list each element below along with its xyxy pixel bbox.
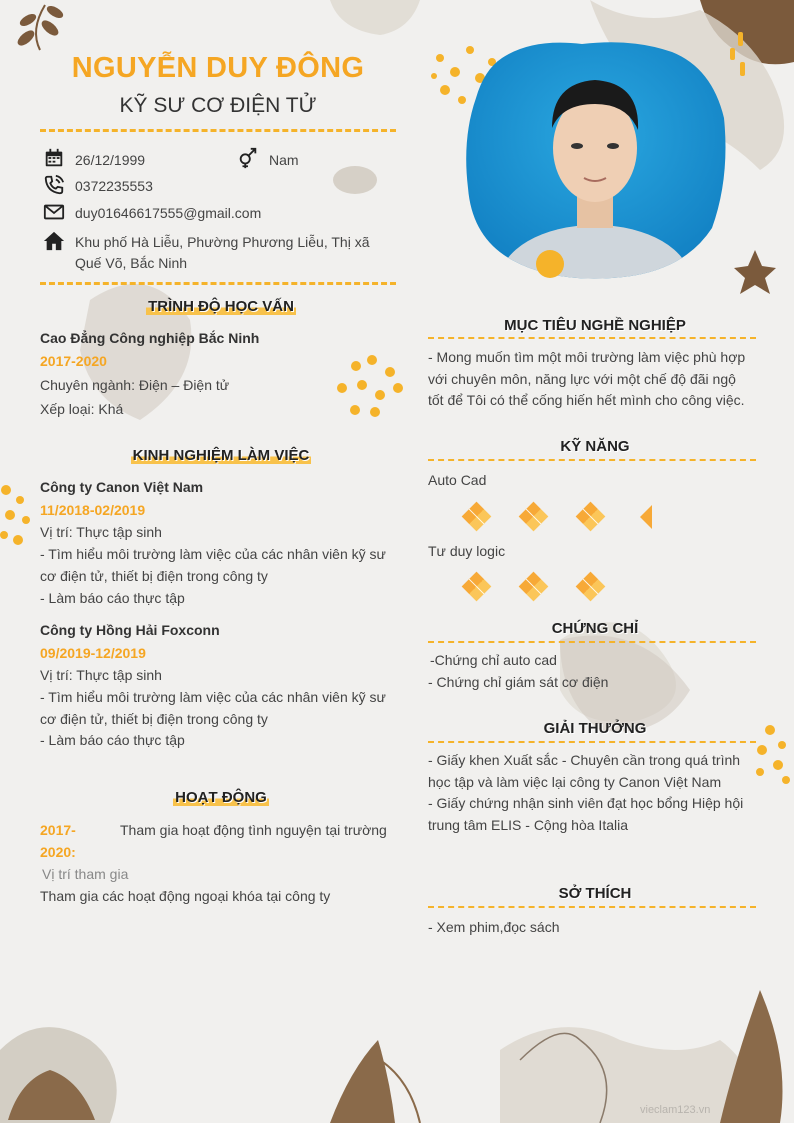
award-item: trung tâm ELIS - Cộng hòa Italia xyxy=(428,817,628,833)
divider xyxy=(40,129,396,132)
job-task: - Tìm hiểu môi trường làm việc của các nhân viên kỹ sư xyxy=(40,546,386,562)
education-grade: Xếp loại: Khá xyxy=(40,401,124,417)
award-item: học tập và làm việc lại công ty Canon Việt Nam xyxy=(428,774,722,790)
birthday: 26/12/1999 xyxy=(75,152,146,168)
hobbies-heading: SỞ THÍCH xyxy=(558,885,632,902)
job-task: cơ điện tử, thiết bị điện trong công ty xyxy=(40,568,268,584)
job-task: - Làm báo cáo thực tập xyxy=(40,732,185,748)
awards-heading: GIẢI THƯỞNG xyxy=(543,720,647,737)
objective-heading: MỤC TIÊU NGHỀ NGHIỆP xyxy=(504,317,686,334)
job-period: 11/2018-02/2019 xyxy=(40,502,146,518)
job-company: Công ty Hồng Hải Foxconn xyxy=(40,622,220,638)
job-task: - Làm báo cáo thực tập xyxy=(40,590,185,606)
candidate-name: NGUYỄN DUY ĐÔNG xyxy=(71,52,365,84)
phone[interactable]: 0372235553 xyxy=(75,178,153,194)
job-period: 09/2019-12/2019 xyxy=(40,645,146,661)
email-icon xyxy=(43,201,65,223)
hobby-item: - Xem phim,đọc sách xyxy=(428,919,560,935)
skill-name: Tư duy logic xyxy=(428,543,506,559)
home-icon xyxy=(43,230,65,252)
divider xyxy=(428,906,756,908)
gender-icon xyxy=(237,147,259,169)
job-title: KỸ SƯ CƠ ĐIỆN TỬ xyxy=(119,94,317,117)
calendar-icon xyxy=(43,147,65,169)
activities-heading: HOẠT ĐỘNG xyxy=(175,789,267,806)
skill-name: Auto Cad xyxy=(428,472,487,488)
job-task: cơ điện tử, thiết bị điện trong công ty xyxy=(40,711,268,727)
phone-icon xyxy=(43,174,65,196)
award-item: - Giấy chứng nhận sinh viên đạt học bổng Hiệp hội xyxy=(428,795,744,811)
watermark: vieclam123.vn xyxy=(640,1104,711,1116)
objective-text: với chuyên môn, năng lực với một chế độ đãi ngộ xyxy=(428,371,736,387)
education-period: 2017-2020 xyxy=(40,353,107,369)
objective-text: tốt để Tôi có thể cống hiến hết mình cho công việc. xyxy=(428,392,745,408)
certificates-heading: CHỨNG CHỈ xyxy=(551,620,639,637)
address-line-2: Quế Võ, Bắc Ninh xyxy=(75,255,188,271)
experience-heading: KINH NGHIỆM LÀM VIỆC xyxy=(132,447,310,464)
profile-photo xyxy=(462,38,728,282)
award-item: - Giấy khen Xuất sắc - Chuyên cần trong quá trình xyxy=(428,752,741,768)
activity-period: 2017- xyxy=(40,822,76,838)
certificate-item: -Chứng chỉ auto cad xyxy=(430,652,557,668)
skills-heading: KỸ NĂNG xyxy=(560,438,630,455)
job-task: - Tìm hiểu môi trường làm việc của các nhân viên kỹ sư xyxy=(40,689,386,705)
skill-diamond-half xyxy=(640,505,652,529)
divider xyxy=(428,741,756,743)
job-position: Vị trí: Thực tập sinh xyxy=(40,667,162,683)
address-line-1: Khu phố Hà Liễu, Phường Phương Liễu, Thị xã xyxy=(75,234,370,250)
divider xyxy=(40,282,396,285)
activity-detail: Tham gia các hoạt động ngoại khóa tại công ty xyxy=(40,888,331,904)
certificate-item: - Chứng chỉ giám sát cơ điện xyxy=(428,674,609,690)
divider xyxy=(428,337,756,339)
education-school: Cao Đẳng Công nghiệp Bắc Ninh xyxy=(40,330,260,346)
job-position: Vị trí: Thực tập sinh xyxy=(40,524,162,540)
email[interactable]: duy01646617555@gmail.com xyxy=(75,205,262,221)
activity-role: Vị trí tham gia xyxy=(42,866,129,882)
gender: Nam xyxy=(269,152,299,168)
activity-period: 2020: xyxy=(40,844,76,860)
job-company: Công ty Canon Việt Nam xyxy=(40,479,204,495)
education-major: Chuyên ngành: Điện – Điện tử xyxy=(40,377,230,393)
education-heading: TRÌNH ĐỘ HỌC VẤN xyxy=(148,298,294,315)
divider xyxy=(428,641,756,643)
divider xyxy=(428,459,756,461)
activity-description: Tham gia hoạt động tình nguyện tại trường xyxy=(120,822,387,838)
objective-text: - Mong muốn tìm một môi trường làm việc phù hợp xyxy=(428,349,746,365)
